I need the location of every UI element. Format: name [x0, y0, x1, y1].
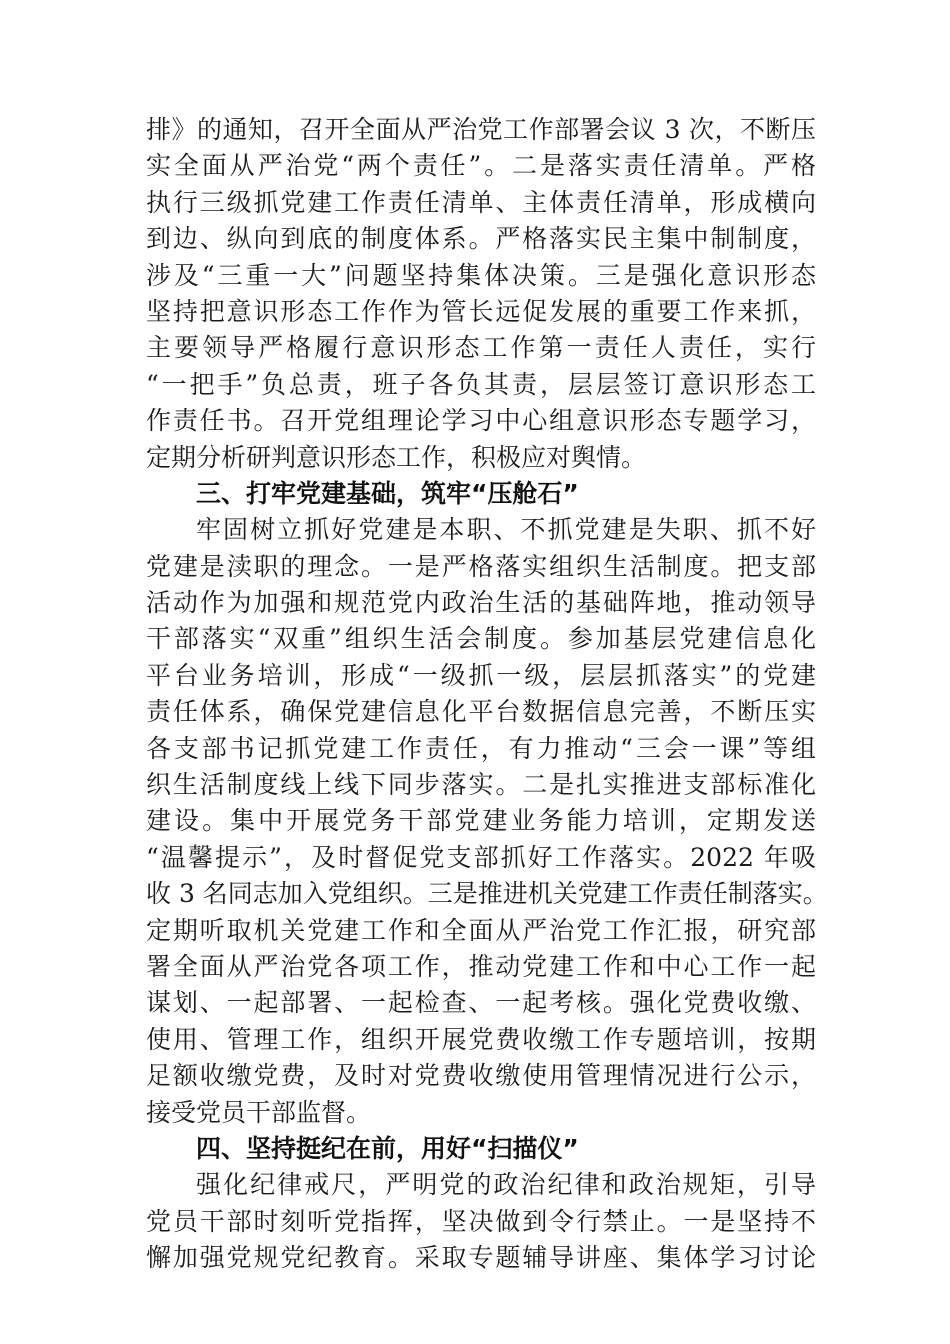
text-line: 收 3 名同志加入党组织。三是推进机关党建工作责任制落实。 [146, 879, 828, 909]
text-line: 到边、纵向到底的制度体系。严格落实民主集中制制度， [146, 224, 816, 254]
text-line: 建设。集中开展党务干部党建业务能力培训，定期发送 [146, 806, 816, 836]
section-heading: 三、打牢党建基础，筑牢“压舱石” [196, 478, 579, 508]
text-line: 党员干部时刻听党指挥，坚决做到令行禁止。一是坚持不 [146, 1206, 816, 1236]
text-line: 责任体系，确保党建信息化平台数据信息完善，不断压实 [146, 697, 816, 727]
text-line: 足额收缴党费，及时对党费收缴使用管理情况进行公示， [146, 1061, 816, 1091]
section-heading: 四、坚持挺纪在前，用好“扫描仪” [196, 1133, 579, 1163]
paragraph [146, 112, 816, 476]
text-line: 使用、管理工作，组织开展党费收缴工作专题培训，按期 [146, 1024, 816, 1054]
text-line: 平台业务培训，形成“一级抓一级，层层抓落实”的党建 [146, 660, 816, 690]
text-line: 涉及“三重一大”问题坚持集体决策。三是强化意识形态 [146, 260, 816, 290]
text-line: 强化纪律戒尺，严明党的政治纪律和政治规矩，引导 [196, 1170, 816, 1200]
text-line: 定期分析研判意识形态工作，积极应对舆情。 [146, 442, 647, 472]
text-line: 作责任书。召开党组理论学习中心组意识形态专题学习， [146, 406, 816, 436]
text-line: 执行三级抓党建工作责任清单、主体责任清单，形成横向 [146, 187, 816, 217]
text-line: 主要领导严格履行意识形态工作第一责任人责任，实行 [146, 333, 816, 363]
text-line: 排》的通知，召开全面从严治党工作部署会议 3 次，不断压 [146, 115, 816, 144]
paragraph [146, 1167, 816, 1276]
text-line: 懈加强党规党纪教育。采取专题辅导讲座、集体学习讨论 [146, 1243, 816, 1273]
text-line: 干部落实“双重”组织生活会制度。参加基层党建信息化 [146, 624, 816, 654]
paragraph [146, 512, 828, 1131]
text-line: 坚持把意识形态工作作为管长远促发展的重要工作来抓， [146, 296, 816, 326]
text-line: 谋划、一起部署、一起检查、一起考核。强化党费收缴、 [146, 988, 816, 1018]
text-line: 牢固树立抓好党建是本职、不抓党建是失职、抓不好 [196, 515, 816, 545]
text-line: 接受党员干部监督。 [146, 1097, 372, 1127]
text-line: 活动作为加强和规范党内政治生活的基础阵地，推动领导 [146, 588, 816, 618]
text-line: “温馨提示”，及时督促党支部抓好工作落实。2022 年吸 [146, 842, 816, 872]
document-body [146, 112, 828, 1277]
text-line: 各支部书记抓党建工作责任，有力推动“三会一课”等组 [146, 733, 816, 763]
text-line: 党建是渎职的理念。一是严格落实组织生活制度。把支部 [146, 551, 816, 581]
text-line: 织生活制度线上线下同步落实。二是扎实推进支部标准化 [146, 770, 816, 800]
text-line: 实全面从严治党“两个责任”。二是落实责任清单。严格 [146, 151, 816, 181]
text-line: “一把手”负总责，班子各负其责，层层签订意识形态工 [146, 369, 816, 399]
text-line: 署全面从严治党各项工作，推动党建工作和中心工作一起 [146, 951, 816, 981]
text-line: 定期听取机关党建工作和全面从严治党工作汇报，研究部 [146, 915, 816, 945]
